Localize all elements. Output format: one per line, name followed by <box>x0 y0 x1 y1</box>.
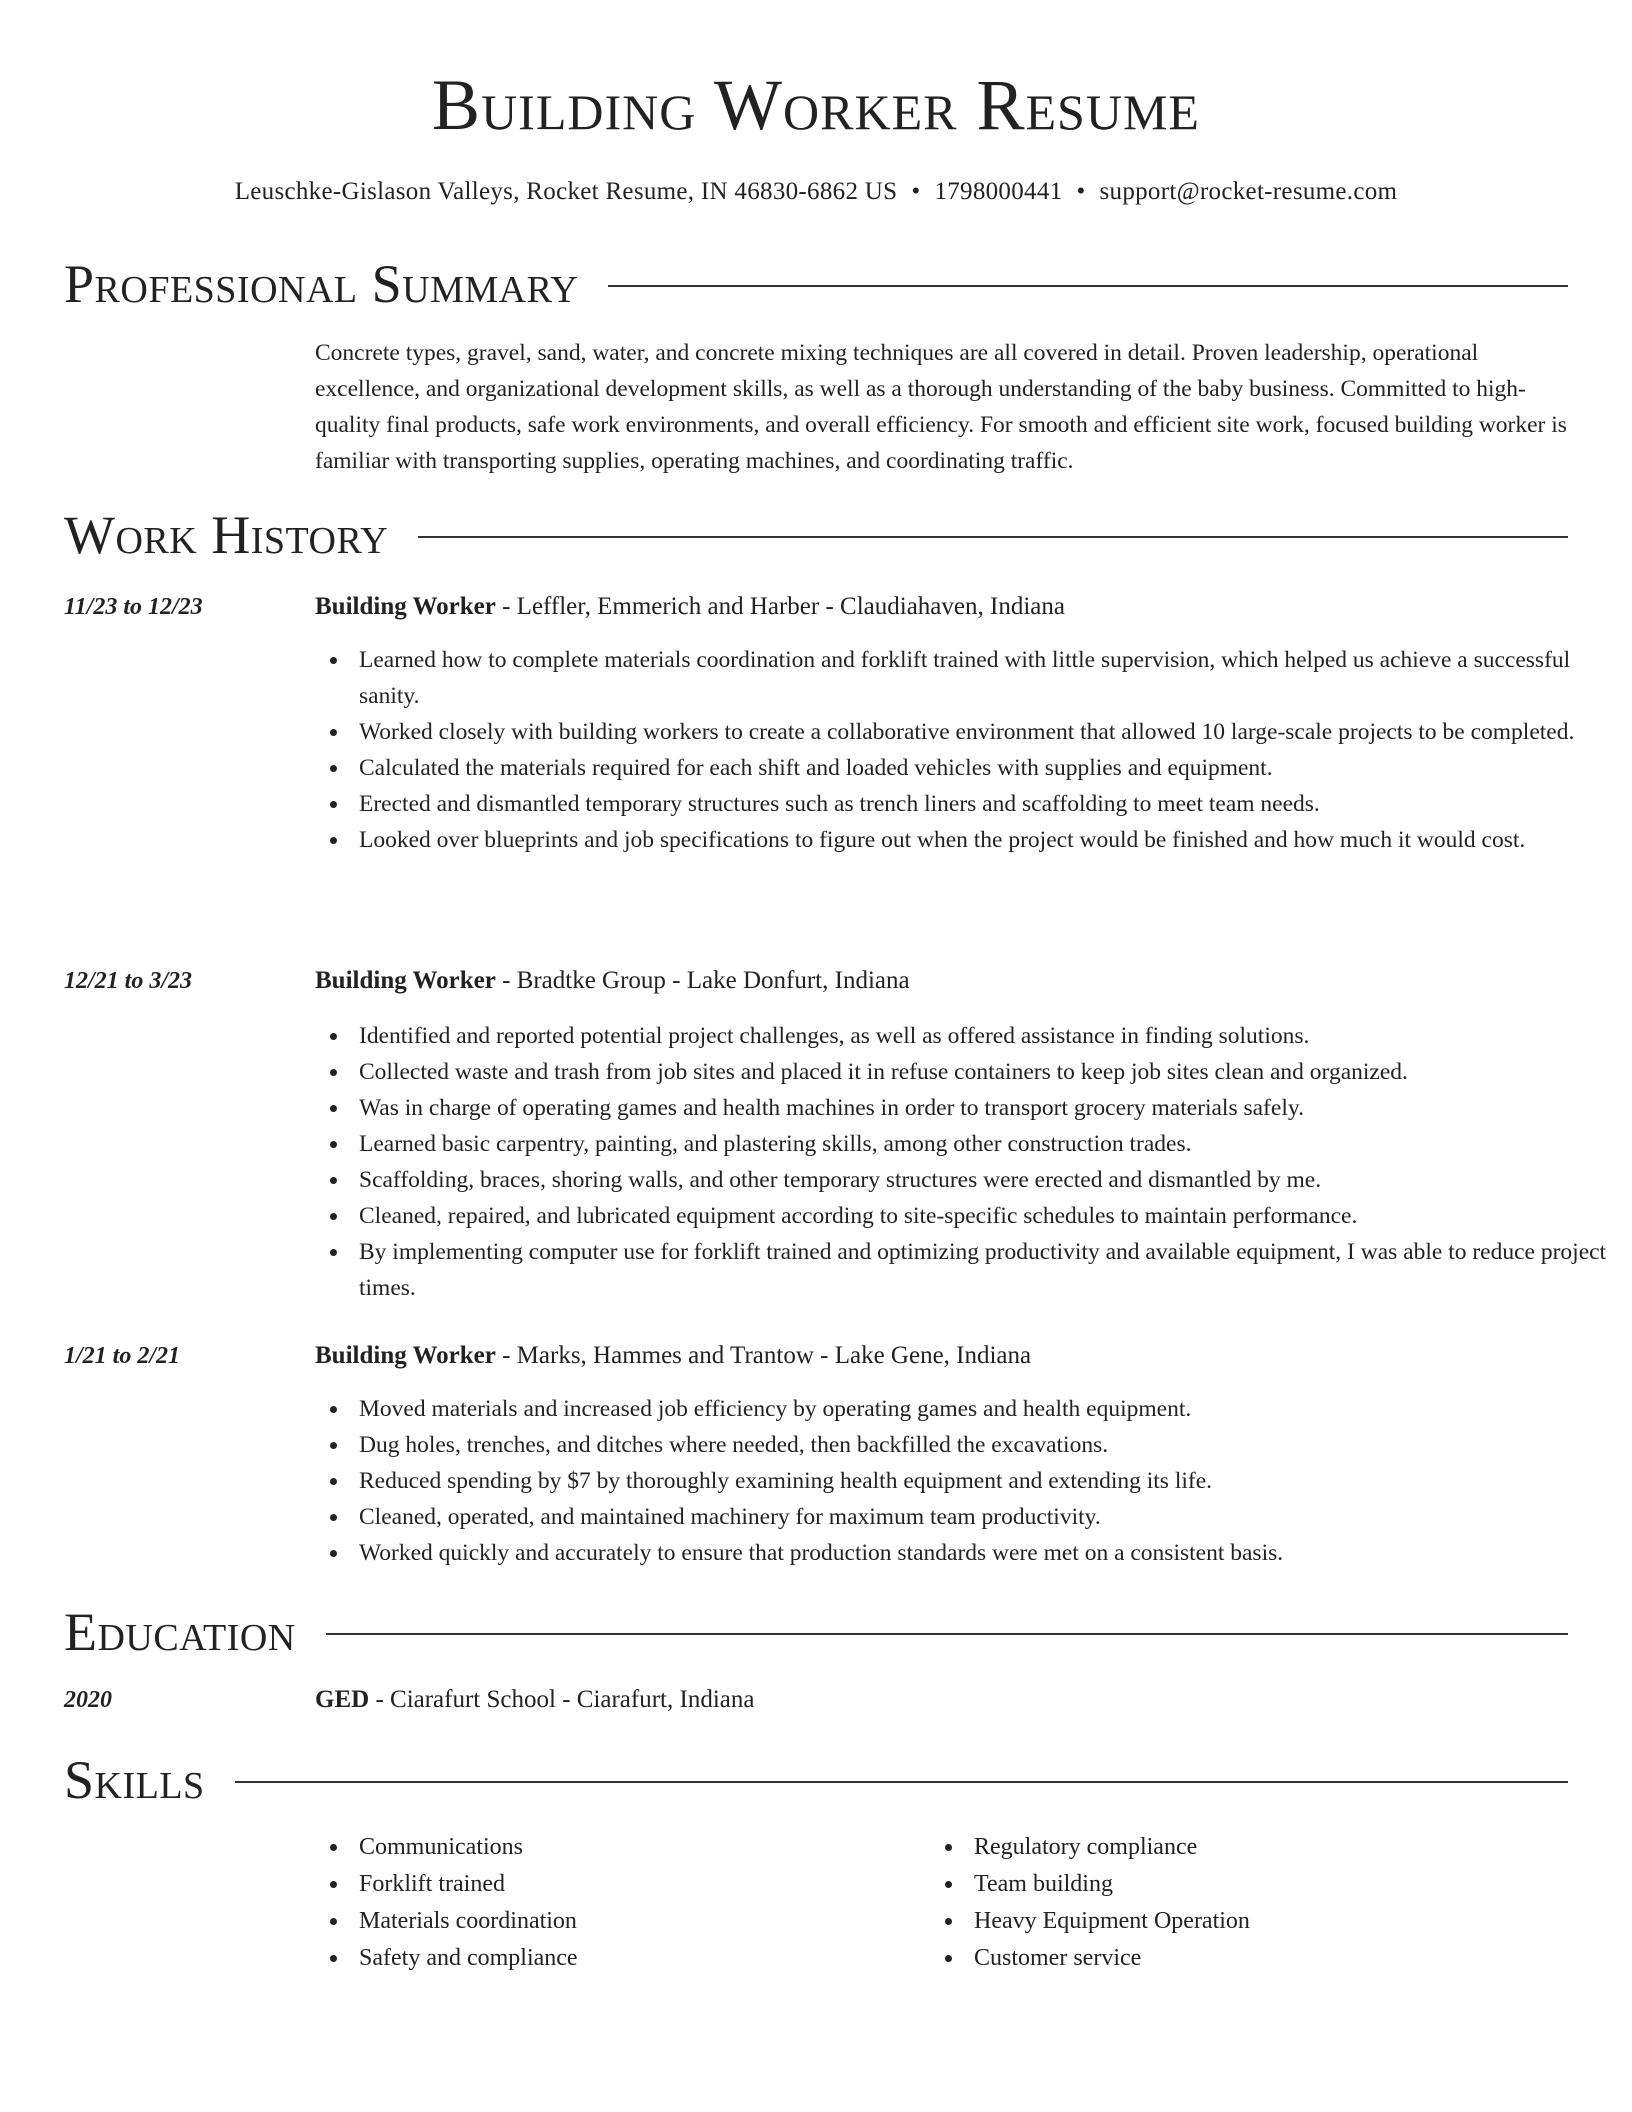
job-bullet: Looked over blueprints and job specifications to figure out when the project would be finished and how much it would cost. <box>359 822 1612 858</box>
job-bullet: Worked quickly and accurately to ensure that production standards were met on a consistent basis. <box>359 1535 1612 1571</box>
summary-text: Concrete types, gravel, sand, water, and concrete mixing techniques are all covered in detail. Proven leadership, operational excellence, and organizational development skills, as well as a thorough understanding of the baby business. Committed to high-quality final products, safe work environments, and overall efficiency. For smooth and efficient site work, focused building worker is familiar with transporting supplies, operating machines, and coordinating traffic. <box>315 340 1567 474</box>
section-divider <box>418 536 1568 538</box>
job-bullet: Was in charge of operating games and health machines in order to transport grocery materials safely. <box>359 1090 1612 1126</box>
job-bullet: Calculated the materials required for each shift and loaded vehicles with supplies and equipment. <box>359 750 1612 786</box>
education-degree: GED <box>315 1686 370 1713</box>
job-employer: - Leffler, Emmerich and Harber - Claudiahaven, Indiana <box>495 593 1065 620</box>
section-divider <box>608 285 1568 287</box>
job-heading <box>315 590 1065 624</box>
section-title-work-history: Work History <box>64 505 389 565</box>
contact-phone: 1798000441 <box>934 178 1063 205</box>
skill-item: Safety and compliance <box>359 1940 578 1977</box>
job-employer: - Bradtke Group - Lake Donfurt, Indiana <box>495 967 910 994</box>
job-bullet: Scaffolding, braces, shoring walls, and other temporary structures were erected and dismantled by me. <box>359 1162 1612 1198</box>
job-title: Building Worker <box>315 1342 496 1369</box>
job-bullet: Reduced spending by $7 by thoroughly examining health equipment and extending its life. <box>359 1463 1612 1499</box>
skill-item: Regulatory compliance <box>974 1829 1250 1866</box>
job-bullet: Identified and reported potential project challenges, as well as offered assistance in finding solutions. <box>359 1018 1612 1054</box>
job-title: Building Worker <box>315 967 496 994</box>
job-bullet: Worked closely with building workers to create a collaborative environment that allowed 10 large-scale projects to be completed. <box>359 714 1612 750</box>
job-bullet: Dug holes, trenches, and ditches where needed, then backfilled the excavations. <box>359 1427 1612 1463</box>
job-bullet: By implementing computer use for forklift trained and optimizing productivity and available equipment, I was able to reduce project times. <box>359 1234 1612 1306</box>
education-heading <box>315 1683 754 1717</box>
job-bullet: Learned how to complete materials coordination and forklift trained with little supervision, which helped us achieve a successful sanity. <box>359 642 1612 714</box>
section-title-summary: Professional Summary <box>64 254 579 314</box>
job-bullet: Moved materials and increased job efficiency by operating games and health equipment. <box>359 1391 1612 1427</box>
contact-separator: • <box>911 178 921 205</box>
section-header-skills <box>64 1750 1568 1810</box>
contact-email: support@rocket-resume.com <box>1099 178 1398 205</box>
skills-list-right <box>930 1829 1250 1977</box>
section-divider <box>235 1781 1568 1783</box>
education-year: 2020 <box>64 1687 112 1713</box>
skills-list-left <box>315 1829 578 1977</box>
contact-address: Leuschke-Gislason Valleys, Rocket Resume, IN 46830-6862 US <box>234 178 898 205</box>
skill-item: Materials coordination <box>359 1903 578 1940</box>
job-bullet: Collected waste and trash from job sites and placed it in refuse containers to keep job sites clean and organized. <box>359 1054 1612 1090</box>
job-heading <box>315 1339 1031 1373</box>
job-dates: 12/21 to 3/23 <box>64 968 193 994</box>
job-dates: 1/21 to 2/21 <box>64 1343 181 1369</box>
job-bullet: Cleaned, operated, and maintained machinery for maximum team productivity. <box>359 1499 1612 1535</box>
job-title: Building Worker <box>315 593 496 620</box>
job-bullet: Erected and dismantled temporary structures such as trench liners and scaffolding to meet team needs. <box>359 786 1612 822</box>
skill-item: Customer service <box>974 1940 1250 1977</box>
job-bullets <box>315 1018 1612 1306</box>
section-title-skills: Skills <box>64 1750 205 1810</box>
section-header-work-history <box>64 505 1568 565</box>
skill-item: Heavy Equipment Operation <box>974 1903 1250 1940</box>
section-header-education <box>64 1602 1568 1662</box>
contact-separator: • <box>1076 178 1086 205</box>
job-bullets <box>315 1391 1612 1571</box>
job-bullet: Cleaned, repaired, and lubricated equipment according to site-specific schedules to maintain performance. <box>359 1198 1612 1234</box>
job-dates: 11/23 to 12/23 <box>64 594 203 620</box>
section-divider <box>326 1633 1568 1635</box>
resume-page <box>64 0 1607 1971</box>
education-school: - Ciarafurt School - Ciarafurt, Indiana <box>369 1686 755 1713</box>
skill-item: Forklift trained <box>359 1866 578 1903</box>
job-bullet: Learned basic carpentry, painting, and plastering skills, among other construction trades. <box>359 1126 1612 1162</box>
resume-title: Building Worker Resume <box>432 65 1200 145</box>
section-title-education: Education <box>64 1602 296 1662</box>
job-heading <box>315 964 910 998</box>
skill-item: Communications <box>359 1829 578 1866</box>
job-bullets <box>315 642 1612 858</box>
section-header-summary <box>64 254 1568 314</box>
skill-item: Team building <box>974 1866 1250 1903</box>
job-employer: - Marks, Hammes and Trantow - Lake Gene, Indiana <box>495 1342 1032 1369</box>
contact-line <box>64 178 1568 206</box>
